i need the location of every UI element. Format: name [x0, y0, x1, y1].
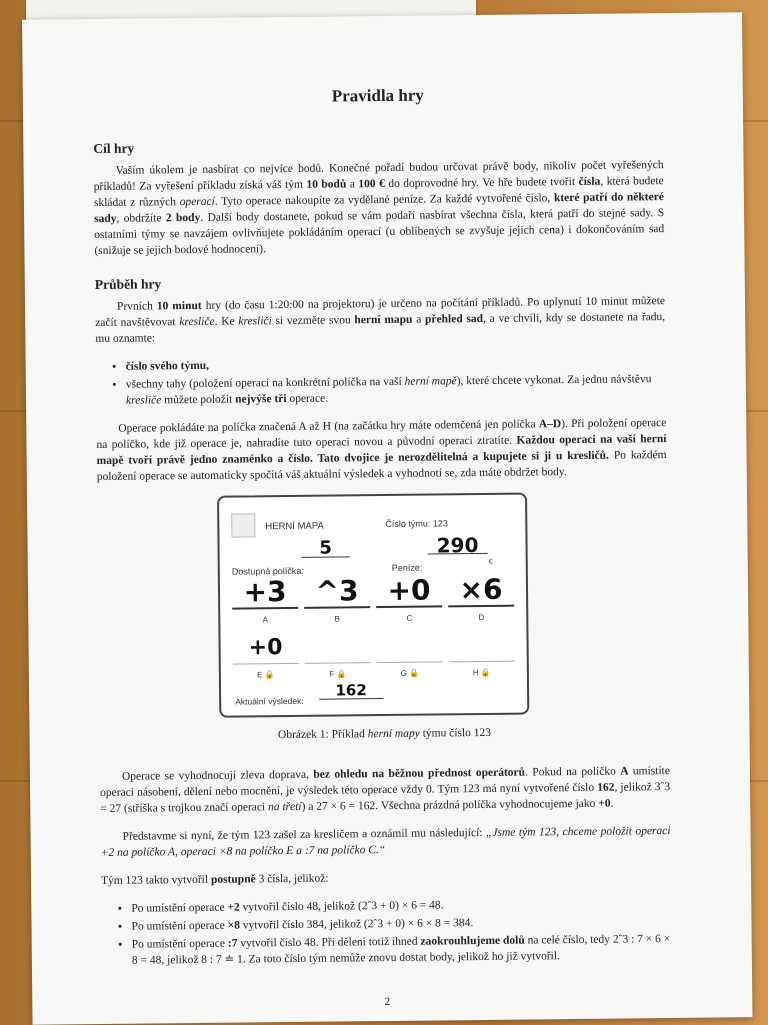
list-item: • Po umístění operace :7 vytvořil číslo 48. Při dělení totiž ihned zaokrouhlujeme dolů na celé číslo, tedy 2ˆ3 : 7 × 6 × 8 = 48, jelikož 8 : 7 ≐ 1. Za toto číslo tým nemůže znovu dostat body, jelikož ho již vytvořil. — [132, 931, 672, 969]
paragraph-example: Představme si nyní, že tým 123 zašel za kresličem a oznámil mu následující: „Jsme tým 123, chceme položit operaci +2 na políčko A, operaci ×8 na políčko E a :7 na políčko C.“ — [100, 825, 671, 859]
list-item: • Po umístění operace +2 vytvořil číslo 48, jelikož (2ˆ3 + 0) × 6 = 48. — [131, 895, 671, 917]
slot-d: ×6 D — [448, 575, 515, 627]
paragraph-cil-hry: Vaším úkolem je nasbírat co nejvíce bodů. Konečné pořadí budou určovat právě body, nikoliv počet vyřešených příkladů! Za vyřešení příkladu získá váš tým 10 bodů a 100 € do doprovodné hry. Ve hře budete tvořit čísla, která budete skládat z různých operací. Tyto operace nakoupíte za vydělané peníze. Za každé vytvořené číslo, které patří do některé sady, obdržíte 2 body. Další body dostanete, pokud se vám podaří nasbírat všechna čísla, která patří do stejné sady. S ostatními týmy se navzájem ovlivňujete pokládáním operací (u oblíbených se zvyšuje jejich cena) i dokončováním sad (snižuje se jejich bodové hodnocení). — [93, 159, 665, 258]
steps-list — [101, 895, 672, 969]
paragraph-prubeh-1: Prvních 10 minut hry (do času 1:20:00 na projektoru) je určeno na počítání příkladů. Po uplynutí 10 minut můžete začít navštěvovat kresliče. Ke kresliči si vezměte svou herní mapu a přehled sad, a ve chvíli, kdy se dostanete na řadu, mu oznamte: — [95, 295, 666, 346]
section-heading-cil-hry: Cíl hry — [93, 140, 135, 157]
money-value: 290 — [427, 537, 487, 555]
map-title: HERNÍ MAPA — [265, 520, 324, 533]
figure-caption: Obrázek 1: Příklad herní mapy týmu číslo 123 — [277, 726, 492, 742]
logo-icon — [231, 513, 255, 537]
document-page — [22, 12, 752, 1024]
list-item: • Po umístění operace ×8 vytvořil číslo 384, jelikož (2ˆ3 + 0) × 6 × 8 = 384. — [131, 913, 671, 935]
page-number: 2 — [384, 995, 391, 1009]
paragraph-prubeh-2: Operace pokládáte na políčka značená A až H (na začátku hry máte odemčená jen políčka A–D). Při položení operace na políčko, kde již operace je, nahradíte tuto operaci novou a původní operaci ztratíte. Každou operaci na vaší herní mapě tvoří právě jedno znaménko a číslo. Tato dvojice je nerozdělitelná a kupujete si ji u kresličů. Po každém položení operace se automaticky spočítá váš aktuální výsledek a vyhodnotí se, zda máte obdržet body. — [96, 417, 667, 484]
section-heading-prubeh-hry: Průběh hry — [94, 276, 162, 293]
game-map-figure — [217, 493, 529, 718]
announce-list — [96, 353, 666, 409]
slot-e: +0 E 🔒 — [232, 633, 299, 684]
paragraph-team-result: Tým 123 takto vytvořil postupně 3 čísla, jelikož: — [100, 872, 329, 887]
slot-b: ^3 B — [304, 576, 371, 628]
current-result-label: Aktuální výsledek: — [235, 695, 304, 707]
slot-a: +3 A — [232, 577, 299, 629]
list-item: • všechny tahy (položení operací na konkrétní políčka na vaší herní mapě), které chcete vykonat. Za jednu návštěvu kresliče můžete položit nejvýše tři operace. — [126, 371, 666, 409]
current-result-value: 162 — [319, 682, 383, 700]
slot-f: F 🔒 — [304, 632, 371, 683]
list-item: • číslo svého týmu, — [126, 353, 666, 375]
team-number: Číslo týmu: 123 — [385, 518, 448, 529]
money-label: Peníze: — [391, 562, 423, 573]
available-fields-label: Dostupná políčka: — [231, 565, 304, 577]
page-title: Pravidla hry — [331, 85, 424, 106]
slot-g: G 🔒 — [376, 631, 443, 682]
paragraph-evaluation: Operace se vyhodnocují zleva doprava, bez ohledu na běžnou přednost operátorů. Pokud na políčko A umístíte operaci násobení, dělení nebo mocnění, je výsledek této operace vždy 0. Tým 123 má nyní vytvořené číslo 162, jelikož 3ˆ3 = 27 (stříška s trojkou značí operaci na třetí) a 27 × 6 = 162. Všechna prázdná políčka vyhodnocujeme jako +0. — [100, 765, 671, 815]
slot-c: +0 C — [376, 575, 443, 627]
slot-h: H 🔒 — [448, 631, 515, 682]
available-fields-value: 5 — [301, 540, 349, 558]
euro-sign: € — [488, 558, 493, 566]
